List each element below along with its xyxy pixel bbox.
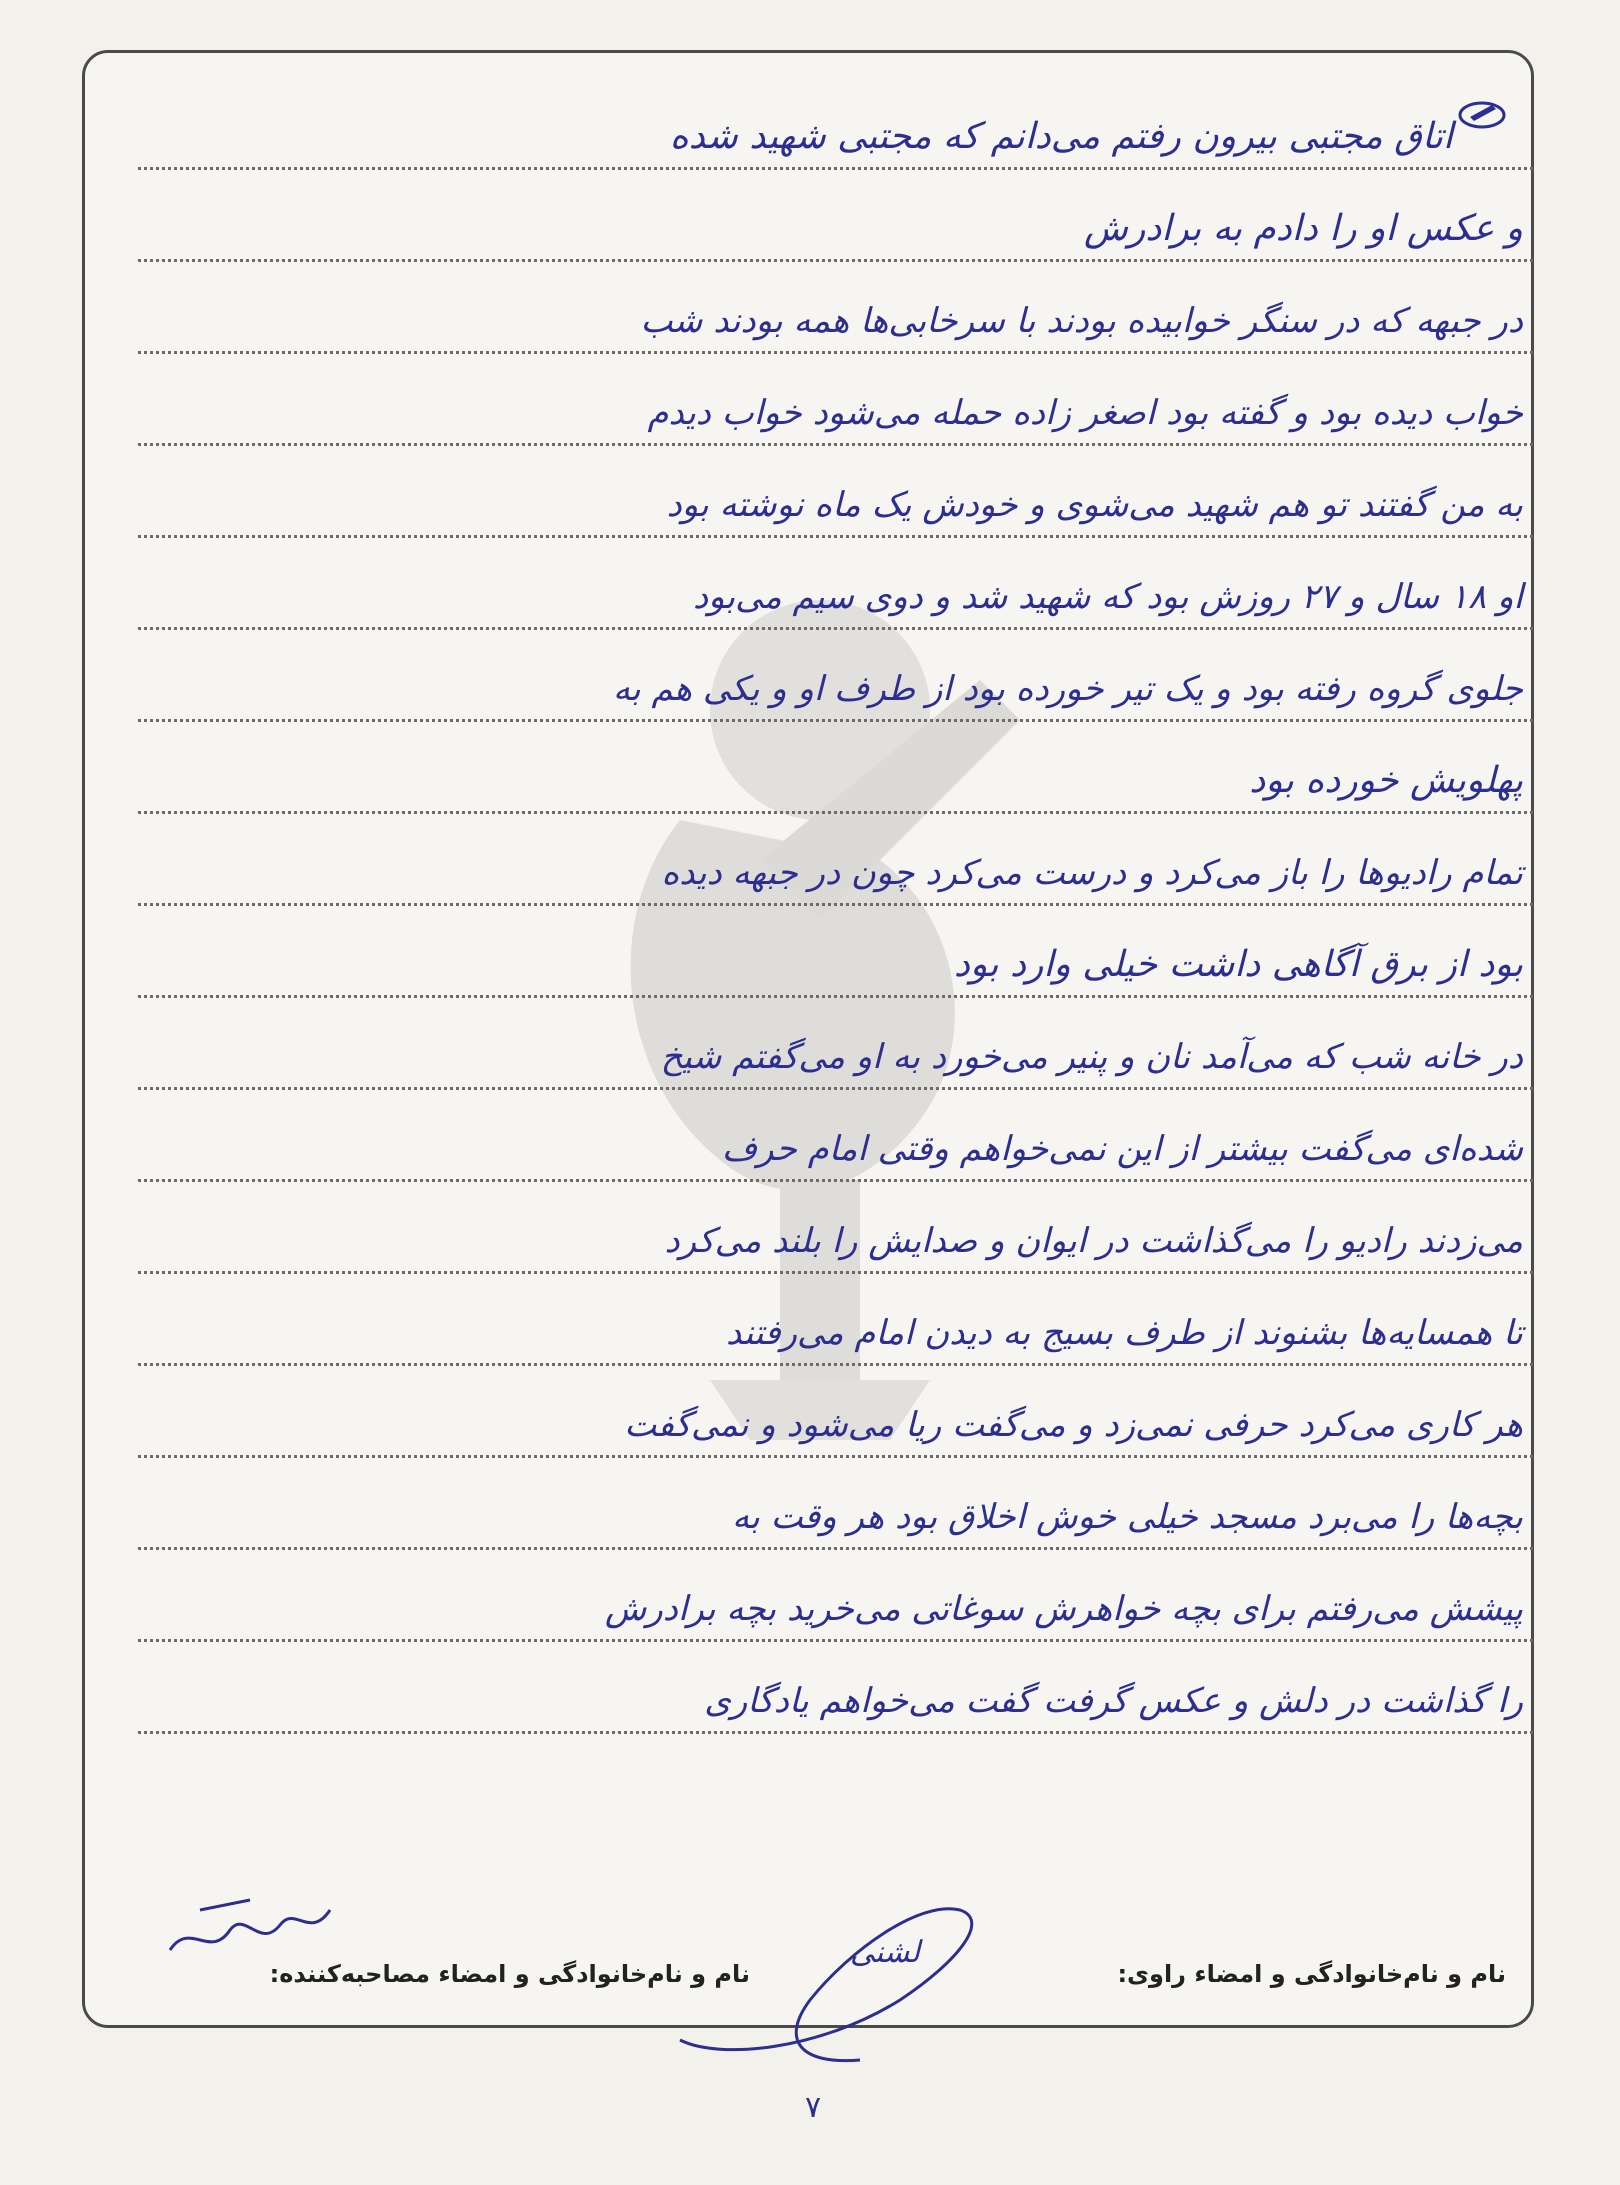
text-line (138, 1182, 1533, 1274)
narrator-signature (160, 1880, 340, 1970)
interviewer-label: نام و نام‌خانوادگی و امضاء مصاحبه‌کننده: (269, 1960, 750, 1988)
text-line (138, 1090, 1533, 1182)
line-text: تا همسایه‌ها بشنوند از طرف بسیج به دیدن امام می‌رفتند (726, 1313, 1523, 1353)
text-line (138, 70, 1533, 170)
text-line (138, 998, 1533, 1090)
text-line (138, 1458, 1533, 1550)
text-line (138, 1642, 1533, 1734)
line-text: بچه‌ها را می‌برد مسجد خیلی خوش اخلاق بود هر وقت به (732, 1497, 1523, 1537)
line-text: در خانه شب که می‌آمد نان و پنیر می‌خورد به او می‌گفتم شیخ (660, 1037, 1523, 1077)
line-text: اتاق مجتبی بیرون رفتم می‌دانم که مجتبی شهید شده (669, 116, 1453, 157)
text-line (138, 630, 1533, 722)
page-number: ۷ (805, 2090, 822, 2125)
line-text: جلوی گروه رفته بود و یک تیر خورده بود از طرف او و یکی هم به (612, 669, 1523, 709)
line-text: پهلویش خورده بود (1249, 760, 1523, 801)
text-line (138, 906, 1533, 998)
line-text: هر کاری می‌کرد حرفی نمی‌زد و می‌گفت ریا می‌شود و نمی‌گفت (624, 1405, 1523, 1445)
text-line (138, 1366, 1533, 1458)
text-line (138, 354, 1533, 446)
line-text: خواب دیده بود و گفته بود اصغر زاده حمله می‌شود خواب دیدم (647, 393, 1523, 433)
line-text: شده‌ای می‌گفت بیشتر از این نمی‌خواهم وقتی امام حرف (721, 1129, 1523, 1169)
text-line (138, 1274, 1533, 1366)
line-text: می‌زدند رادیو را می‌گذاشت در ایوان و صدایش را بلند می‌کرد (664, 1221, 1523, 1261)
narrator-label: نام و نام‌خانوادگی و امضاء راوی: (1117, 1960, 1506, 1988)
line-text: او ۱۸ سال و ۲۷ روزش بود که شهید شد و دوی سیم می‌بود (692, 577, 1523, 617)
line-text: و عکس او را دادم به برادرش (1084, 208, 1523, 249)
text-line (138, 814, 1533, 906)
text-line (138, 170, 1533, 262)
line-text: به من گفتند تو هم شهید می‌شوی و خودش یک ماه نوشته بود (666, 485, 1523, 525)
interviewer-signature-loop (660, 1890, 1000, 2070)
line-text: تمام رادیوها را باز می‌کرد و درست می‌کرد چون در جبهه دیده (661, 853, 1523, 893)
line-text: پیشش می‌رفتم برای بچه خواهرش سوغاتی می‌خرید بچه برادرش (604, 1589, 1523, 1629)
interviewer-signature: لشنی (850, 1935, 920, 1970)
text-line (138, 262, 1533, 354)
text-line (138, 538, 1533, 630)
line-text: در جبهه که در سنگر خوابیده بودند با سرخابی‌ها همه بودند شب (640, 301, 1523, 341)
line-text: بود از برق آگاهی داشت خیلی وارد بود (953, 944, 1523, 985)
text-line (138, 1550, 1533, 1642)
line-text: را گذاشت در دلش و عکس گرفت گفت می‌خواهم یادگاری (704, 1681, 1523, 1721)
text-line (138, 446, 1533, 538)
text-line (138, 722, 1533, 814)
handwritten-lines (138, 70, 1533, 1734)
